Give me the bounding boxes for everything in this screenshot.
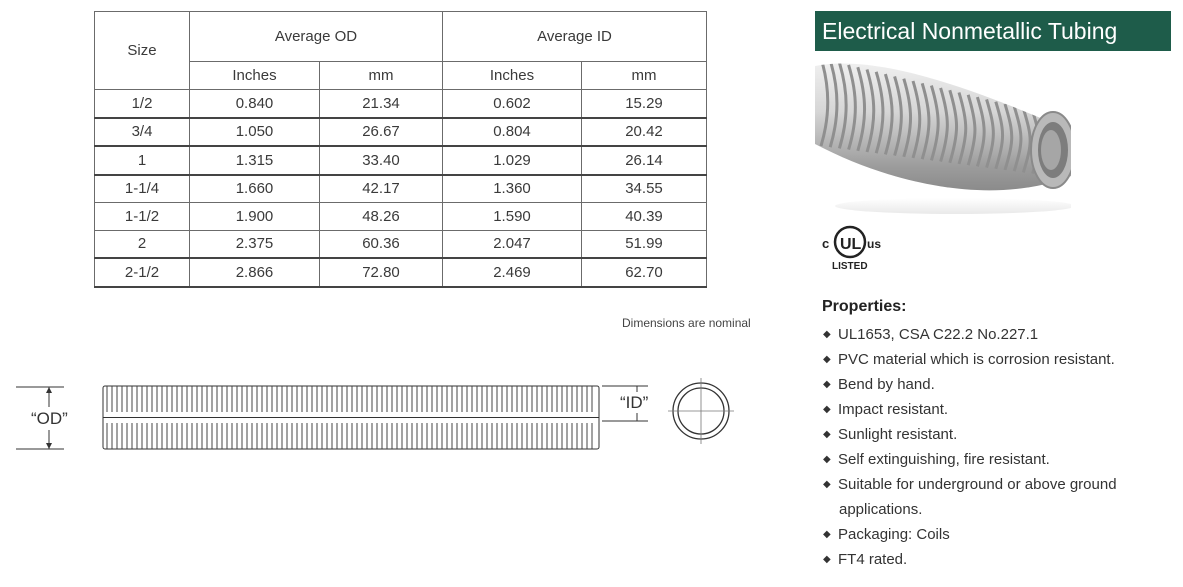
table-row — [95, 118, 707, 147]
diamond-bullet-icon: ◆ — [823, 429, 831, 440]
size-cell: 1-1/4 — [95, 175, 190, 203]
list-item — [823, 322, 1163, 347]
od-mm-cell: 60.36 — [320, 230, 443, 258]
od-mm-cell: 72.80 — [320, 258, 443, 287]
id-label: “ID” — [620, 393, 649, 412]
property-text: Self extinguishing, fire resistant. — [838, 451, 1050, 468]
average-od-header: Average OD — [190, 12, 443, 62]
id-dimension — [602, 386, 649, 421]
size-cell: 1 — [95, 146, 190, 175]
average-id-header: Average ID — [443, 12, 707, 62]
table-row — [95, 203, 707, 231]
id-inches-cell: 0.804 — [443, 118, 582, 147]
id-inches-cell: 1.360 — [443, 175, 582, 203]
id-inches-header: Inches — [443, 62, 582, 90]
size-cell: 2-1/2 — [95, 258, 190, 287]
id-mm-header: mm — [582, 62, 707, 90]
list-item — [823, 472, 1163, 522]
od-mm-cell: 42.17 — [320, 175, 443, 203]
ul-listed-mark — [820, 223, 892, 273]
diamond-bullet-icon: ◆ — [823, 379, 831, 390]
tube-cross-section-drawing — [0, 370, 760, 460]
id-mm-cell: 62.70 — [582, 258, 707, 287]
property-text: UL1653, CSA C22.2 No.227.1 — [838, 326, 1039, 343]
list-item — [823, 347, 1163, 372]
property-text-continued: applications. — [839, 501, 923, 518]
diamond-bullet-icon: ◆ — [823, 529, 831, 540]
od-dimension — [16, 387, 68, 449]
id-inches-cell: 2.469 — [443, 258, 582, 287]
size-header: Size — [95, 12, 190, 90]
table-row — [95, 90, 707, 118]
tube-end-view — [668, 378, 734, 444]
ul-listed-text: LISTED — [832, 261, 868, 272]
property-text: Suitable for underground or above ground — [838, 476, 1117, 493]
id-mm-cell: 26.14 — [582, 146, 707, 175]
ul-letters: UL — [840, 236, 862, 253]
id-mm-cell: 51.99 — [582, 230, 707, 258]
table-row — [95, 230, 707, 258]
id-inches-cell: 0.602 — [443, 90, 582, 118]
size-cell: 2 — [95, 230, 190, 258]
diamond-bullet-icon: ◆ — [823, 404, 831, 415]
properties-list — [823, 322, 1163, 572]
list-item — [823, 372, 1163, 397]
od-mm-cell: 21.34 — [320, 90, 443, 118]
id-mm-cell: 40.39 — [582, 203, 707, 231]
diamond-bullet-icon: ◆ — [823, 354, 831, 365]
id-mm-cell: 34.55 — [582, 175, 707, 203]
od-inches-cell: 1.315 — [190, 146, 320, 175]
list-item — [823, 447, 1163, 472]
corrugated-tube-side-view — [103, 386, 599, 449]
od-mm-cell: 48.26 — [320, 203, 443, 231]
properties-heading: Properties: — [822, 298, 907, 315]
size-cell: 3/4 — [95, 118, 190, 147]
product-title: Electrical Nonmetallic Tubing — [815, 11, 1171, 51]
od-mm-cell: 33.40 — [320, 146, 443, 175]
od-inches-cell: 0.840 — [190, 90, 320, 118]
list-item — [823, 397, 1163, 422]
property-text: Sunlight resistant. — [838, 426, 958, 443]
table-row — [95, 258, 707, 287]
size-cell: 1-1/2 — [95, 203, 190, 231]
od-inches-cell: 1.660 — [190, 175, 320, 203]
ul-us-letters: us — [867, 237, 882, 251]
od-inches-cell: 2.375 — [190, 230, 320, 258]
table-row — [95, 175, 707, 203]
property-text: Packaging: Coils — [838, 526, 950, 543]
id-inches-cell: 1.590 — [443, 203, 582, 231]
diamond-bullet-icon: ◆ — [823, 479, 831, 490]
od-inches-cell: 1.050 — [190, 118, 320, 147]
od-mm-header: mm — [320, 62, 443, 90]
id-mm-cell: 15.29 — [582, 90, 707, 118]
size-cell: 1/2 — [95, 90, 190, 118]
list-item — [823, 547, 1163, 572]
list-item — [823, 522, 1163, 547]
ul-canada-letter: c — [822, 236, 830, 251]
id-inches-cell: 2.047 — [443, 230, 582, 258]
dimensions-note: Dimensions are nominal — [622, 316, 751, 330]
property-text: Bend by hand. — [838, 376, 935, 393]
diamond-bullet-icon: ◆ — [823, 329, 831, 340]
od-inches-cell: 1.900 — [190, 203, 320, 231]
od-mm-cell: 26.67 — [320, 118, 443, 147]
od-inches-cell: 2.866 — [190, 258, 320, 287]
property-text: FT4 rated. — [838, 551, 908, 568]
property-text: PVC material which is corrosion resistant. — [838, 351, 1115, 368]
corrugated-tube-image — [815, 56, 1071, 214]
table-row — [95, 146, 707, 175]
id-inches-cell: 1.029 — [443, 146, 582, 175]
id-mm-cell: 20.42 — [582, 118, 707, 147]
diamond-bullet-icon: ◆ — [823, 554, 831, 565]
od-label: “OD” — [31, 409, 68, 428]
dimensions-table — [94, 11, 707, 288]
diamond-bullet-icon: ◆ — [823, 454, 831, 465]
property-text: Impact resistant. — [838, 401, 949, 418]
list-item — [823, 422, 1163, 447]
od-inches-header: Inches — [190, 62, 320, 90]
